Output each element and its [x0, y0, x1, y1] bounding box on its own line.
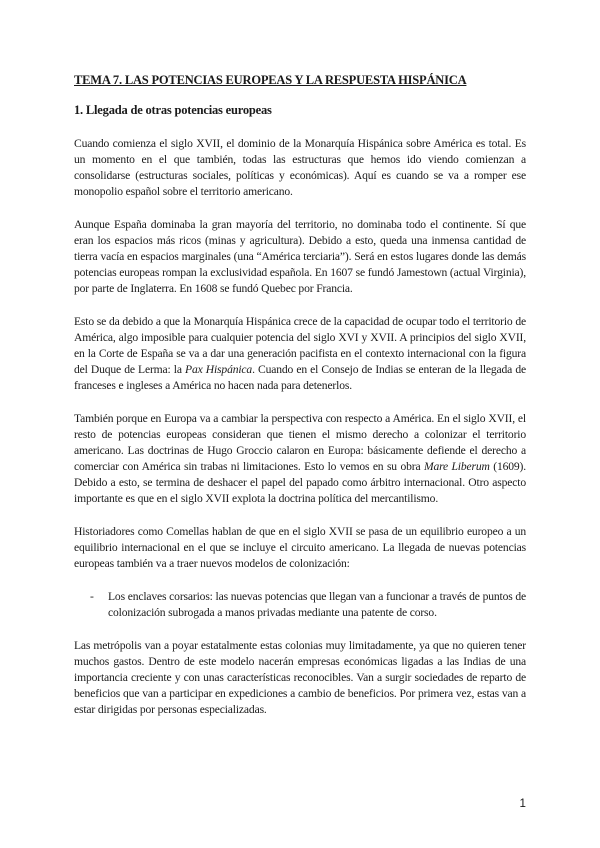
paragraph-3-text-b: . Cuando en el Consejo de Indias se enteran de la llegada de franceses e ingleses a América no hacen nada para detenerlos.	[74, 363, 526, 392]
page-content	[74, 72, 526, 718]
pax-hispanica-term: Pax Hispánica	[185, 363, 253, 376]
paragraph-2: Aunque España dominaba la gran mayoría del territorio, no dominaba todo el continente. Sí que eran los espacios más ricos (minas y agricultura). Debido a esto, queda una inmensa cantidad de tierra vacía en espacios marginales (una “América terciaria”). Será en estos lugares donde las demás potencias europeas rompan la exclusividad española. En 1607 se fundó Jamestown (actual Virginia), por parte de Inglaterra. En 1608 se fundó Quebec por Francia.	[74, 218, 526, 295]
paragraph-4-text-a: También porque en Europa va a cambiar la perspectiva con respecto a América. En el siglo XVII, el resto de potencias europeas consideran que tienen el mismo derecho a colonizar el territorio americano. Las doctrinas de Hugo Groccio calaron en Europa: básicamente defiende el derecho a comerciar con América sin trabas ni limitaciones. Esto lo vemos en su obra	[74, 412, 526, 473]
bullet-list	[74, 589, 526, 621]
bullet-text: Los enclaves corsarios: las nuevas potencias que llegan van a funcionar a través de puntos de colonización subrogada a manos privadas mediante una patente de corso.	[108, 590, 526, 619]
paragraph-1: Cuando comienza el siglo XVII, el dominio de la Monarquía Hispánica sobre América es total. Es un momento en el que también, todas las estructuras que hemos ido viendo comienzan a consolidarse (estructuras sociales, políticas y económicas). Aquí es cuando se va a romper ese monopolio español sobre el territorio americano.	[74, 137, 526, 198]
paragraph-4	[74, 411, 526, 507]
page-number: 1	[519, 797, 526, 810]
document-title: TEMA 7. LAS POTENCIAS EUROPEAS Y LA RESPUESTA HISPÁNICA	[74, 73, 467, 87]
mare-liberum-title: Mare Liberum	[423, 460, 490, 473]
paragraph-3	[74, 314, 526, 394]
paragraph-5: Historiadores como Comellas hablan de que en el siglo XVII se pasa de un equilibrio europeo a un equilibrio internacional en el que se incluye el circuito americano. La llegada de nuevas potencias europeas también va a traer nuevos modelos de colonización:	[74, 525, 526, 570]
list-item	[74, 589, 526, 621]
paragraph-6: Las metrópolis van a poyar estatalmente estas colonias muy limitadamente, ya que no quieren tener muchos gastos. Dentro de este modelo nacerán empresas económicas ligadas a las Indias de una importancia creciente y con unas características reconocibles. Van a surgir sociedades de reparto de beneficios que van a participar en expediciones a cambio de beneficios. Por primera vez, estas van a estar dirigidas por personas especializadas.	[74, 639, 526, 716]
section-heading: 1. Llegada de otras potencias europeas	[74, 103, 272, 117]
paragraph-3-text-a: Esto se da debido a que la Monarquía Hispánica crece de la capacidad de ocupar todo el territorio de América, algo imposible para cualquier potencia del siglo XVI y XVII. A principios del siglo XVII, en la Corte de España se va a dar una generación pacifista en el contexto internacional con la figura del Duque de Lerma: la	[74, 315, 526, 376]
bullet-dash: -	[90, 590, 94, 603]
paragraph-4-text-b: (1609). Debido a esto, se termina de deshacer el papel del papado como árbitro internacional. Otro aspecto importante es que en el siglo XVII explota la doctrina política del mercantilismo.	[74, 460, 526, 505]
